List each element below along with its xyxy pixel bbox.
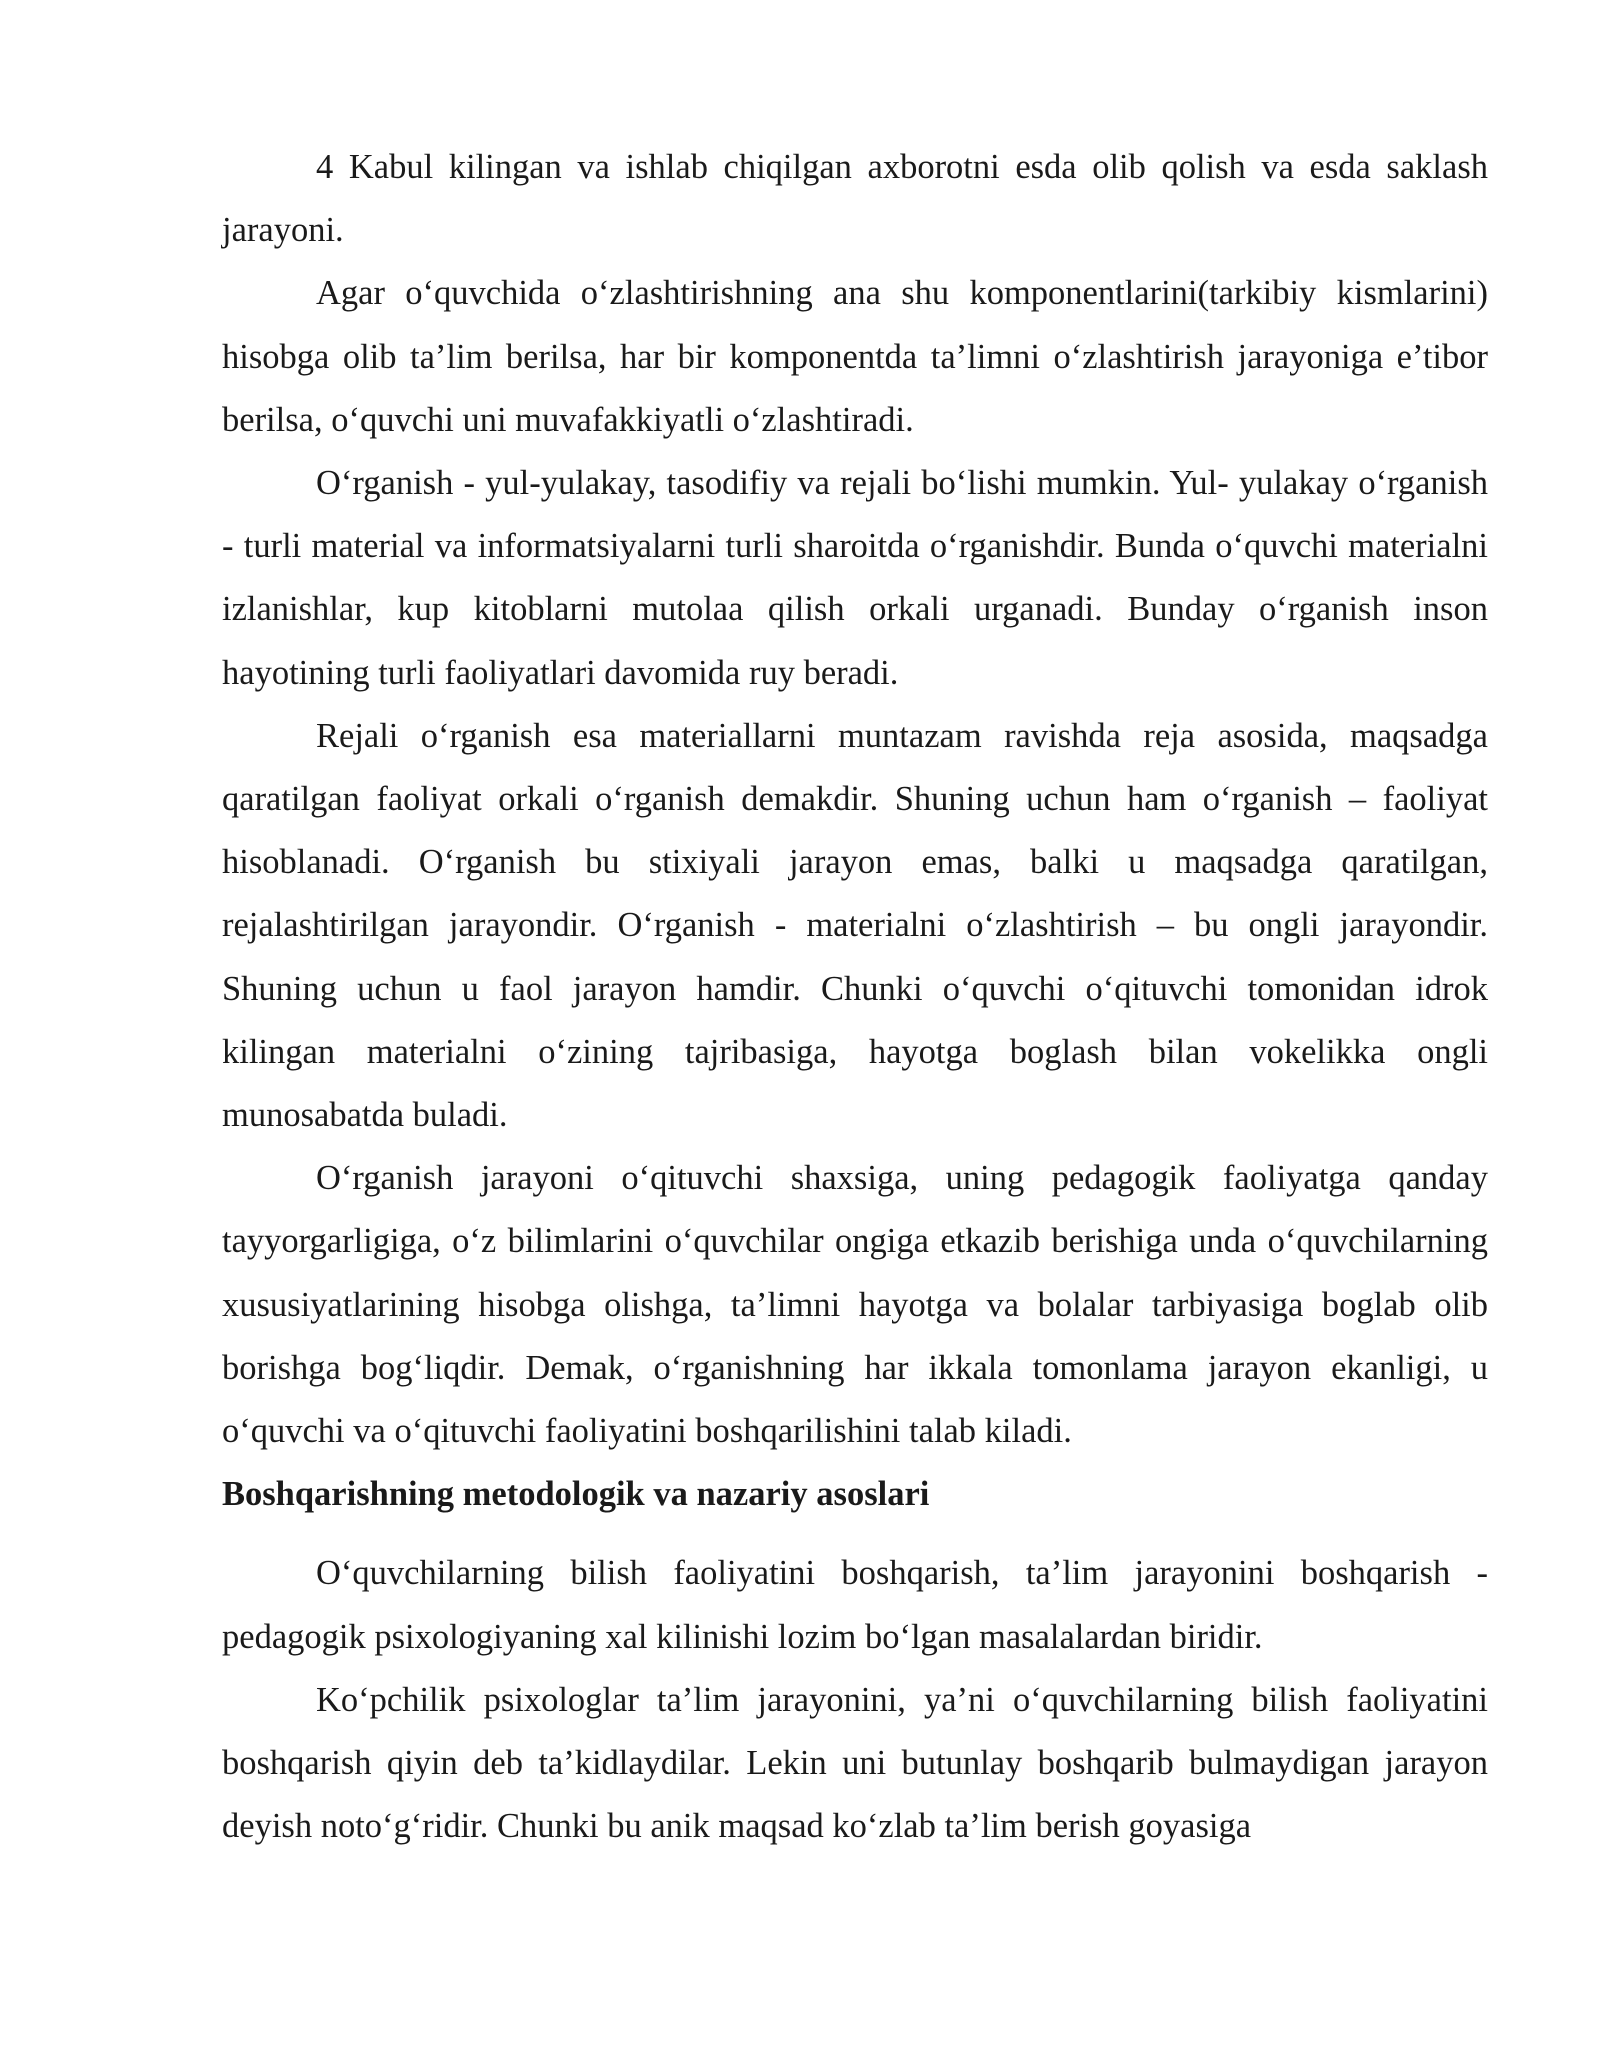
document-body	[222, 136, 1488, 1858]
paragraph-2: Agar o‘quvchida o‘zlashtirishning ana shu komponentlarini(tarkibiy kismlarini) hisobga olib ta’lim berilsa, har bir komponentda ta’limni o‘zlashtirish jarayoniga e’tibor berilsa, o‘quvchi uni muvafakkiyatli o‘zlashtiradi.	[222, 274, 1488, 439]
paragraph-1: 4 Kabul kilingan va ishlab chiqilgan axborotni esda olib qolish va esda saklash jarayoni.	[222, 148, 1488, 250]
paragraph-4: Rejali o‘rganish esa materiallarni muntazam ravishda reja asosida, maqsadga qaratilgan faoliyat orkali o‘rganish demakdir. Shuning uchun ham o‘rganish – faoliyat hisoblanadi. O‘rganish bu stixiyali jarayon emas, balki u maqsadga qaratilgan, rejalashtirilgan jarayondir. O‘rganish - materialni o‘zlashtirish – bu ongli jarayondir. Shuning uchun u faol jarayon hamdir. Chunki o‘quvchi o‘qituvchi tomonidan idrok kilingan materialni o‘zining tajribasiga, hayotga boglash bilan vokelikka ongli munosabatda buladi.	[222, 716, 1488, 1135]
paragraph-3: O‘rganish - yul-yulakay, tasodifiy va rejali bo‘lishi mumkin. Yul- yulakay o‘rganish - turli material va informatsiyalarni turli sharoitda o‘rganishdir. Bunda o‘quvchi materialni izlanishlar, kup kitoblarni mutolaa qilish orkali urganadi. Bunday o‘rganish inson hayotining turli faoliyatlari davomida ruy beradi.	[222, 464, 1488, 692]
paragraph-5: O‘rganish jarayoni o‘qituvchi shaxsiga, uning pedagogik faoliyatga qanday tayyorgarligiga, o‘z bilimlarini o‘quvchilar ongiga etkazib berishiga unda o‘quvchilarning xususiyatlarining hisobga olishga, ta’limni hayotga va bolalar tarbiyasiga boglab olib borishga bog‘liqdir. Demak, o‘rganishning har ikkala tomonlama jarayon ekanligi, u o‘quvchi va o‘qituvchi faoliyatini boshqarilishini talab kiladi.	[222, 1159, 1488, 1451]
paragraph-7: Ko‘pchilik psixologlar ta’lim jarayonini, ya’ni o‘quvchilarning bilish faoliyatini boshqarish qiyin deb ta’kidlaydilar. Lekin uni butunlay boshqarib bulmaydigan jarayon deyish noto‘g‘ridir. Chunki bu anik maqsad ko‘zlab ta’lim berish goyasiga	[222, 1680, 1488, 1846]
section-heading: Boshqarishning metodologik va nazariy asoslari	[222, 1475, 930, 1514]
paragraph-6: O‘quvchilarning bilish faoliyatini boshqarish, ta’lim jarayonini boshqarish - pedagogik psixologiyaning xal kilinishi lozim bo‘lgan masalalardan biridir.	[222, 1554, 1488, 1656]
